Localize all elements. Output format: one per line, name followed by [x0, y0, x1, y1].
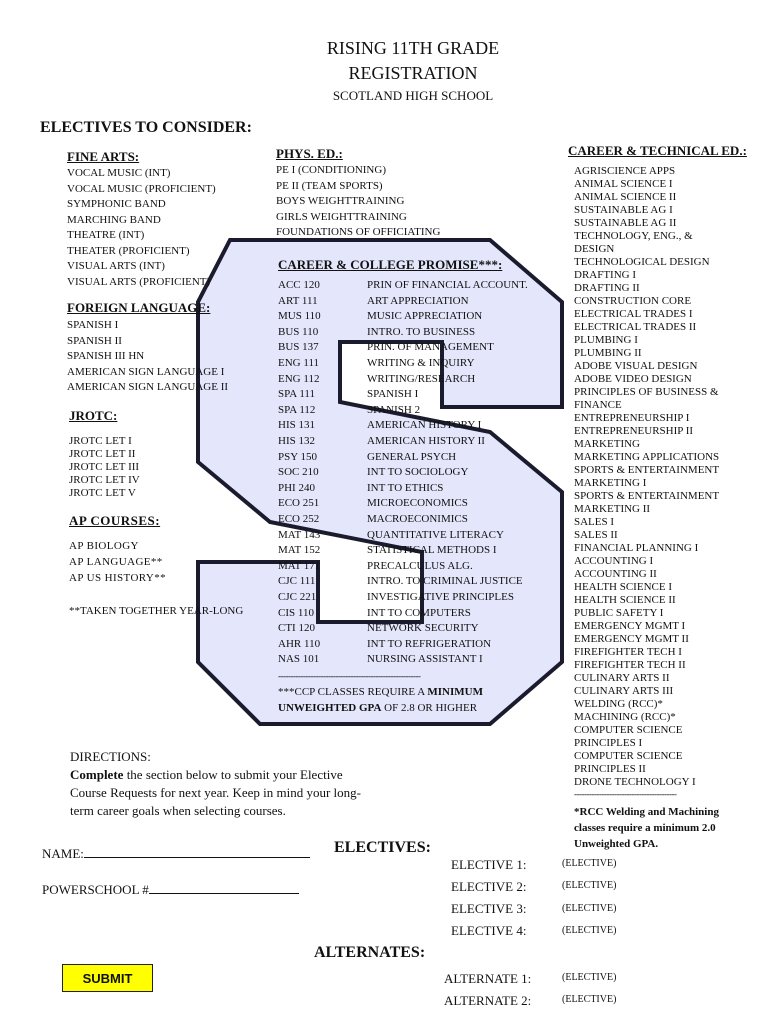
ccp-course-name: INT TO REFRIGERATION [367, 637, 492, 650]
list-item: MARKETING [574, 438, 640, 450]
list-item: VOCAL MUSIC (PROFICIENT) [67, 182, 216, 195]
list-item: DRAFTING II [574, 282, 640, 294]
alternate-1-select[interactable]: (ELECTIVE) [562, 972, 617, 983]
electives-form-heading: ELECTIVES: [334, 839, 431, 856]
list-item: PE I (CONDITIONING) [276, 164, 386, 176]
list-item: AMERICAN SIGN LANGUAGE I [67, 365, 225, 378]
ccp-course-code: MAT 171 [278, 559, 321, 572]
ccp-course-name: INVESTIGATIVE PRINCIPLES [367, 591, 514, 603]
ccp-course-code: HIS 131 [278, 419, 315, 432]
list-item: DRAFTING I [574, 269, 637, 281]
powerschool-label: POWERSCHOOL # [42, 882, 149, 897]
fine-arts-heading: FINE ARTS: [67, 149, 140, 164]
career-note: *RCC Welding and Machining classes require a minimum 2.0 Unweighted GPA. [574, 806, 719, 850]
list-item: ADOBE VIDEO DESIGN [574, 373, 692, 385]
list-item: SUSTAINABLE AG I [574, 204, 673, 216]
ccp-course-name: SPANISH 2 [367, 403, 421, 416]
phys-ed-list [276, 163, 440, 241]
list-item: CONSTRUCTION CORE [574, 295, 692, 307]
list-item: SALES I [574, 516, 615, 528]
ap-courses-list [69, 538, 166, 586]
ap-note: **TAKEN TOGETHER YEAR-LONG [69, 605, 244, 617]
ccp-divider: --------------------------------------------------------- [278, 671, 421, 681]
ccp-course-name: ART APPRECIATION [367, 294, 469, 307]
ccp-course-code: MAT 143 [278, 528, 321, 541]
ccp-course-name: MICROECONOMICS [367, 497, 468, 510]
ccp-course-code: ECO 251 [278, 497, 320, 510]
career-tech-heading: CAREER & TECHNICAL ED.: [568, 143, 747, 158]
list-item: VOCAL MUSIC (INT) [67, 167, 171, 179]
list-item: MARCHING BAND [67, 213, 161, 226]
ccp-course-name: NETWORK SECURITY [367, 622, 479, 635]
list-item: MARKETING II [574, 503, 651, 515]
list-item: ENTREPRENEURSHIP II [574, 425, 694, 437]
ccp-course-code: ART 111 [278, 294, 318, 307]
ccp-course-code: SOC 210 [278, 466, 319, 479]
list-item: FOUNDATIONS OF OFFICIATING [276, 226, 441, 238]
list-item: PRINCIPLES II [574, 763, 646, 775]
alternate-2-label: ALTERNATE 2: [444, 993, 532, 1008]
ccp-course-name: GENERAL PSYCH [367, 450, 457, 463]
foreign-language-heading: FOREIGN LANGUAGE: [67, 300, 211, 315]
directions-bold: Complete [70, 767, 124, 782]
ccp-course-code: AHR 110 [278, 637, 321, 650]
page-title-line1: RISING 11TH GRADE [326, 38, 500, 58]
list-item: ACCOUNTING II [574, 568, 657, 580]
list-item: GIRLS WEIGHTTRAINING [276, 210, 407, 223]
ccp-note-suffix: OF 2.8 OR HIGHER [381, 702, 478, 714]
list-item: DESIGN [574, 243, 615, 255]
ccp-course-code: ENG 111 [278, 357, 320, 369]
jrotc-list [69, 435, 140, 500]
list-item: MARKETING I [574, 477, 647, 489]
ccp-course-code: HIS 132 [278, 435, 315, 447]
career-divider: ----------------------------------------- [574, 789, 677, 799]
list-item: ELECTRICAL TRADES I [574, 308, 693, 320]
list-item: ANIMAL SCIENCE II [574, 191, 677, 203]
list-item: MACHINING (RCC)* [574, 711, 676, 723]
ccp-course-name: PRIN. OF MANAGEMENT [367, 341, 494, 354]
list-item: SUSTAINABLE AG II [574, 217, 677, 229]
list-item: SALES II [574, 529, 618, 541]
ccp-course-name: INT TO SOCIOLOGY [367, 466, 469, 479]
list-item: ADOBE VISUAL DESIGN [574, 360, 698, 372]
list-item: VISUAL ARTS (PROFICIENT) [67, 275, 211, 288]
elective-1-label: ELECTIVE 1: [451, 857, 527, 872]
list-item: TECHNOLOGY, ENG., & [574, 230, 693, 242]
list-item: JROTC LET III [69, 461, 140, 473]
career-tech-list [574, 165, 719, 789]
list-item: SPANISH III HN [67, 350, 145, 362]
list-item: HEALTH SCIENCE I [574, 581, 672, 593]
list-item: ELECTRICAL TRADES II [574, 321, 697, 333]
name-field-row [42, 844, 310, 862]
ccp-course-code: SPA 111 [278, 388, 315, 401]
ccp-course-name: AMERICAN HISTORY II [367, 435, 485, 447]
list-item: ENTREPRENEURSHIP I [574, 412, 690, 424]
list-item: SPANISH I [67, 319, 119, 331]
list-item: PRINCIPLES OF BUSINESS & [574, 386, 719, 398]
ccp-course-code: NAS 101 [278, 653, 320, 666]
list-item: AGRISCIENCE APPS [574, 165, 676, 177]
list-item: SPORTS & ENTERTAINMENT [574, 490, 720, 502]
list-item: JROTC LET V [69, 487, 136, 499]
list-item: PLUMBING I [574, 334, 638, 346]
list-item: PLUMBING II [574, 347, 642, 359]
ccp-course-code: MUS 110 [278, 310, 321, 323]
phys-ed-heading: PHYS. ED.: [276, 146, 343, 161]
list-item: JROTC LET IV [69, 474, 140, 486]
list-item: SPANISH II [67, 334, 122, 347]
ccp-course-name: INTRO. TO CRIMINAL JUSTICE [367, 575, 523, 588]
ccp-course-name: SPANISH I [367, 388, 419, 401]
ccp-course-name: INT TO ETHICS [367, 481, 444, 494]
ccp-note-prefix: ***CCP CLASSES REQUIRE A [278, 686, 428, 698]
elective-4-label: ELECTIVE 4: [451, 923, 527, 938]
list-item: FINANCIAL PLANNING I [574, 542, 699, 554]
list-item: EMERGENCY MGMT I [574, 620, 686, 632]
jrotc-heading: JROTC: [69, 408, 118, 423]
ccp-note [278, 684, 483, 716]
page-title-line2: REGISTRATION [348, 63, 478, 83]
elective-3-select[interactable]: (ELECTIVE) [562, 903, 617, 914]
alternate-2-select[interactable]: (ELECTIVE) [562, 994, 617, 1005]
list-item: PE II (TEAM SPORTS) [276, 179, 383, 192]
list-item: WELDING (RCC)* [574, 698, 663, 710]
name-label: NAME: [42, 846, 84, 861]
list-item: AP BIOLOGY [69, 540, 139, 552]
list-item: CULINARY ARTS II [574, 672, 670, 684]
list-item: SYMPHONIC BAND [67, 198, 166, 210]
electives-heading: ELECTIVES TO CONSIDER: [40, 119, 252, 136]
ccp-note-bold2: UNWEIGHTED GPA [278, 702, 382, 714]
list-item: JROTC LET I [69, 435, 132, 447]
list-item: THEATER (PROFICIENT) [67, 244, 190, 257]
ccp-course-code: ENG 112 [278, 372, 320, 385]
ccp-course-name: NURSING ASSISTANT I [367, 653, 483, 666]
list-item: BOYS WEIGHTTRAINING [276, 195, 405, 207]
ccp-course-name: PRECALCULUS ALG. [367, 559, 473, 572]
ap-courses-heading: AP COURSES: [69, 513, 161, 528]
ccp-course-name: MACROECONIMICS [367, 513, 468, 525]
ccp-course-code: ECO 252 [278, 513, 320, 525]
list-item: JROTC LET II [69, 448, 136, 460]
list-item: ANIMAL SCIENCE I [574, 178, 673, 190]
elective-1-select[interactable]: (ELECTIVE) [562, 858, 617, 869]
ccp-course-table [278, 279, 558, 671]
list-item: MARKETING APPLICATIONS [574, 451, 720, 463]
ccp-course-code: MAT 152 [278, 544, 321, 557]
list-item: PUBLIC SAFETY I [574, 607, 664, 619]
list-item: CULINARY ARTS III [574, 685, 674, 697]
ccp-course-code: ACC 120 [278, 279, 320, 291]
elective-3-label: ELECTIVE 3: [451, 901, 527, 916]
list-item: AP LANGUAGE** [69, 556, 163, 568]
alternates-form-heading: ALTERNATES: [314, 944, 426, 961]
ccp-course-name: AMERICAN HISTORY I [367, 419, 482, 432]
list-item: HEALTH SCIENCE II [574, 594, 676, 606]
list-item: FINANCE [574, 399, 622, 411]
ccp-course-name: INTRO. TO BUSINESS [367, 325, 476, 338]
list-item: COMPUTER SCIENCE [574, 750, 683, 762]
directions: DIRECTIONS: Complete the section below to submit your Elective Course Requests for next year. Keep in mind your long- term career goals when selecting courses. [70, 749, 361, 818]
elective-2-select[interactable]: (ELECTIVE) [562, 880, 617, 891]
ccp-course-code: SPA 112 [278, 403, 316, 416]
ccp-course-code: BUS 110 [278, 325, 319, 338]
elective-4-select[interactable]: (ELECTIVE) [562, 925, 617, 936]
ccp-course-code: CJC 111 [278, 575, 316, 588]
foreign-language-list [67, 318, 228, 396]
list-item: SPORTS & ENTERTAINMENT [574, 464, 720, 476]
fine-arts-list [67, 166, 216, 290]
ccp-course-code: CTI 120 [278, 622, 315, 635]
directions-heading: DIRECTIONS: [70, 749, 151, 764]
ccp-course-name: MUSIC APPRECIATION [367, 310, 483, 323]
ccp-course-name: WRITING & INQUIRY [367, 357, 475, 369]
ccp-note-bold1: MINIMUM [427, 686, 483, 698]
ccp-course-name: QUANTITATIVE LITERACY [367, 528, 504, 541]
list-item: PRINCIPLES I [574, 737, 643, 749]
list-item: COMPUTER SCIENCE [574, 724, 683, 736]
list-item: AP US HISTORY** [69, 572, 167, 584]
ccp-course-name: INT TO COMPUTERS [367, 606, 471, 619]
list-item: TECHNOLOGICAL DESIGN [574, 256, 710, 268]
ccp-course-name: PRIN OF FINANCIAL ACCOUNT. [367, 279, 528, 291]
ccp-course-name: STATISTICAL METHODS I [367, 544, 497, 557]
elective-2-label: ELECTIVE 2: [451, 879, 527, 894]
list-item: VISUAL ARTS (INT) [67, 260, 165, 272]
alternate-1-label: ALTERNATE 1: [444, 971, 532, 986]
list-item: ACCOUNTING I [574, 555, 654, 567]
list-item: THEATRE (INT) [67, 229, 145, 241]
submit-button[interactable]: SUBMIT [62, 964, 153, 992]
list-item: DRONE TECHNOLOGY I [574, 776, 696, 788]
powerschool-field[interactable] [149, 880, 299, 894]
ccp-heading: CAREER & COLLEGE PROMISE***: [278, 257, 503, 272]
list-item: EMERGENCY MGMT II [574, 633, 689, 645]
ccp-course-code: CJC 221 [278, 591, 317, 603]
ccp-course-name: WRITING/RESEARCH [367, 372, 476, 385]
list-item: AMERICAN SIGN LANGUAGE II [67, 381, 229, 393]
school-name: SCOTLAND HIGH SCHOOL [332, 88, 494, 103]
name-field[interactable] [84, 844, 310, 858]
ccp-course-code: PSY 150 [278, 450, 318, 463]
ccp-course-code: PHI 240 [278, 481, 315, 494]
list-item: FIREFIGHTER TECH I [574, 646, 682, 658]
ccp-course-code: BUS 137 [278, 341, 319, 354]
list-item: FIREFIGHTER TECH II [574, 659, 686, 671]
ccp-course-code: CIS 110 [278, 606, 314, 619]
powerschool-field-row [42, 880, 299, 898]
